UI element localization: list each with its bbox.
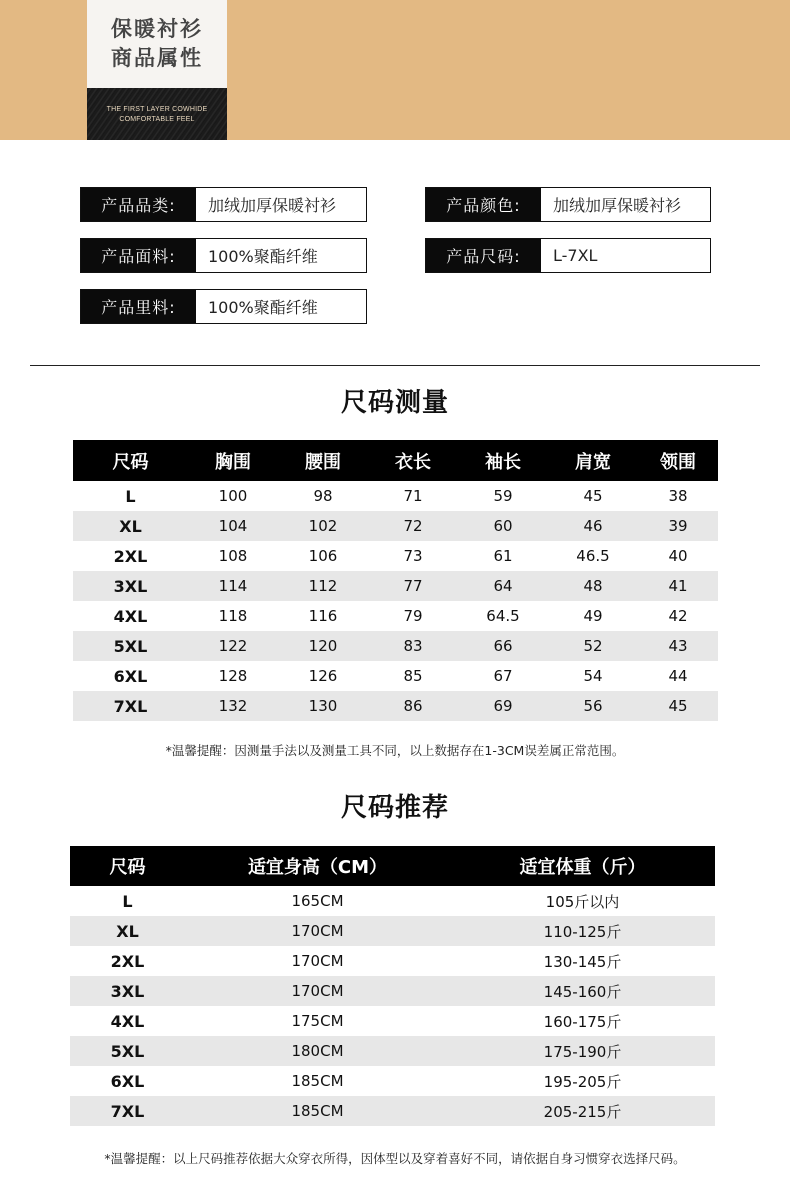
value-cell: 79	[403, 607, 423, 625]
value-cell: 160-175斤	[543, 1012, 622, 1031]
value-cell: 42	[668, 607, 688, 625]
top-banner	[0, 0, 790, 140]
size-label-cell: XL	[70, 916, 185, 946]
value-cell: 64.5	[486, 607, 520, 625]
size-label-cell: 5XL	[73, 631, 188, 661]
attr-category	[80, 187, 367, 222]
value-cell: 43	[638, 631, 718, 661]
value-cell: 175CM	[291, 1012, 344, 1030]
value-cell: 112	[278, 571, 368, 601]
value-cell: 106	[308, 547, 338, 565]
section-divider	[30, 365, 760, 366]
badge-english-line2: COMFORTABLE FEEL	[119, 116, 195, 123]
size-label-cell: 3XL	[73, 571, 188, 601]
attr-lining	[80, 289, 367, 324]
value-cell: 118	[218, 607, 248, 625]
attr-fabric-label: 产品面料:	[81, 239, 196, 272]
measure-header-cell: 腰围	[278, 440, 368, 481]
value-cell: 60	[458, 511, 548, 541]
attr-category-label: 产品品类:	[81, 188, 196, 221]
badge-title-line2: 商品属性	[111, 46, 203, 70]
value-cell: 126	[308, 667, 338, 685]
value-cell: 195-205斤	[543, 1072, 622, 1091]
size-label-cell: 6XL	[113, 666, 148, 686]
value-cell: 73	[403, 547, 423, 565]
value-cell: 39	[638, 511, 718, 541]
attr-size-label: 产品尺码:	[426, 239, 541, 272]
recommend-header-row	[70, 846, 715, 886]
value-cell: 205-215斤	[450, 1096, 715, 1126]
measure-table-row	[73, 511, 718, 541]
value-cell: 105斤以内	[545, 892, 620, 911]
value-cell: 64	[458, 571, 548, 601]
size-label-cell: XL	[73, 511, 188, 541]
value-cell: 56	[548, 691, 638, 721]
value-cell: 132	[188, 691, 278, 721]
size-label-cell: 7XL	[73, 691, 188, 721]
value-cell: 130-145斤	[543, 952, 622, 971]
value-cell: 128	[218, 667, 248, 685]
measure-table-row	[73, 631, 718, 661]
attr-size-value: L-7XL	[553, 246, 598, 265]
value-cell: 180CM	[185, 1036, 450, 1066]
attribute-badge	[87, 0, 227, 140]
value-cell: 59	[493, 487, 513, 505]
value-cell: 185CM	[291, 1072, 344, 1090]
attr-fabric	[80, 238, 367, 273]
value-cell: 77	[368, 571, 458, 601]
measure-note: *温馨提醒：因测量手法以及测量工具不同，以上数据存在1-3CM误差属正常范围。	[165, 743, 625, 758]
measure-header-cell: 尺码	[73, 440, 188, 481]
recommend-table-row	[70, 976, 715, 1006]
value-cell: 49	[583, 607, 603, 625]
value-cell: 40	[668, 547, 688, 565]
recommend-header-cell: 适宜体重（斤）	[450, 846, 715, 886]
value-cell: 48	[548, 571, 638, 601]
value-cell: 185CM	[185, 1096, 450, 1126]
value-cell: 170CM	[185, 976, 450, 1006]
measure-table-row	[73, 661, 718, 691]
value-cell: 45	[638, 691, 718, 721]
value-cell: 83	[368, 631, 458, 661]
size-label-cell: 2XL	[113, 546, 148, 566]
measure-title: 尺码测量	[340, 388, 449, 418]
measure-header-cell: 领围	[638, 440, 718, 481]
recommend-note: *温馨提醒：以上尺码推荐依据大众穿衣所得，因体型以及穿着喜好不同，请依据自身习惯穿衣选择尺码。	[104, 1151, 686, 1166]
attr-size	[425, 238, 711, 273]
value-cell: 41	[638, 571, 718, 601]
attr-category-value: 加绒加厚保暖衬衫	[208, 196, 337, 215]
value-cell: 108	[218, 547, 248, 565]
value-cell: 100	[218, 487, 248, 505]
badge-title-box	[87, 0, 227, 88]
value-cell: 85	[403, 667, 423, 685]
recommend-table-row	[70, 1066, 715, 1096]
measure-header-cell: 胸围	[188, 440, 278, 481]
value-cell: 175-190斤	[450, 1036, 715, 1066]
value-cell: 69	[458, 691, 548, 721]
value-cell: 66	[458, 631, 548, 661]
recommend-table-row	[70, 916, 715, 946]
measure-table-row	[73, 541, 718, 571]
size-label-cell: 6XL	[110, 1071, 145, 1091]
value-cell: 46	[548, 511, 638, 541]
value-cell: 110-125斤	[450, 916, 715, 946]
value-cell: 54	[583, 667, 603, 685]
recommend-table-row	[70, 1096, 715, 1126]
value-cell: 130	[278, 691, 368, 721]
size-label-cell: L	[122, 891, 133, 911]
value-cell: 45	[583, 487, 603, 505]
measure-header-cell: 肩宽	[548, 440, 638, 481]
size-label-cell: 5XL	[70, 1036, 185, 1066]
badge-title-line1: 保暖衬衫	[111, 17, 203, 41]
size-label-cell: 2XL	[110, 951, 145, 971]
recommend-table-row	[70, 1006, 715, 1036]
measure-header-row	[73, 440, 718, 481]
value-cell: 120	[278, 631, 368, 661]
attr-lining-label: 产品里料:	[81, 290, 196, 323]
value-cell: 86	[368, 691, 458, 721]
measure-table-row	[73, 691, 718, 721]
value-cell: 72	[368, 511, 458, 541]
value-cell: 44	[668, 667, 688, 685]
recommend-table-row	[70, 1036, 715, 1066]
value-cell: 116	[308, 607, 338, 625]
value-cell: 170CM	[291, 952, 344, 970]
value-cell: 170CM	[185, 916, 450, 946]
size-label-cell: 3XL	[70, 976, 185, 1006]
measure-table-row	[73, 571, 718, 601]
attr-color-label: 产品颜色:	[426, 188, 541, 221]
value-cell: 98	[313, 487, 333, 505]
recommend-header-cell: 适宜身高（CM）	[185, 846, 450, 886]
size-label-cell: 4XL	[110, 1011, 145, 1031]
value-cell: 102	[278, 511, 368, 541]
size-label-cell: 7XL	[70, 1096, 185, 1126]
recommend-table-row	[70, 886, 715, 916]
measure-header-cell: 袖长	[458, 440, 548, 481]
carbon-texture	[87, 88, 227, 140]
size-label-cell: 4XL	[113, 606, 148, 626]
value-cell: 46.5	[576, 547, 610, 565]
measure-header-cell: 衣长	[368, 440, 458, 481]
attr-color	[425, 187, 711, 222]
value-cell: 122	[188, 631, 278, 661]
size-label-cell: L	[125, 486, 136, 506]
value-cell: 104	[188, 511, 278, 541]
measure-table-row	[73, 481, 718, 511]
value-cell: 38	[668, 487, 688, 505]
value-cell: 52	[548, 631, 638, 661]
recommend-table-row	[70, 946, 715, 976]
value-cell: 71	[403, 487, 423, 505]
recommend-table	[70, 846, 715, 1126]
recommend-header-cell: 尺码	[70, 846, 185, 886]
badge-english-line1: THE FIRST LAYER COWHIDE	[106, 106, 208, 113]
attr-color-value: 加绒加厚保暖衬衫	[553, 196, 682, 215]
value-cell: 145-160斤	[450, 976, 715, 1006]
value-cell: 165CM	[291, 892, 344, 910]
value-cell: 114	[188, 571, 278, 601]
attr-fabric-value: 100%聚酯纤维	[208, 247, 318, 266]
measure-table-row	[73, 601, 718, 631]
value-cell: 67	[493, 667, 513, 685]
measure-table	[73, 440, 718, 721]
value-cell: 61	[493, 547, 513, 565]
recommend-title: 尺码推荐	[340, 793, 449, 823]
attr-lining-value: 100%聚酯纤维	[208, 298, 318, 317]
